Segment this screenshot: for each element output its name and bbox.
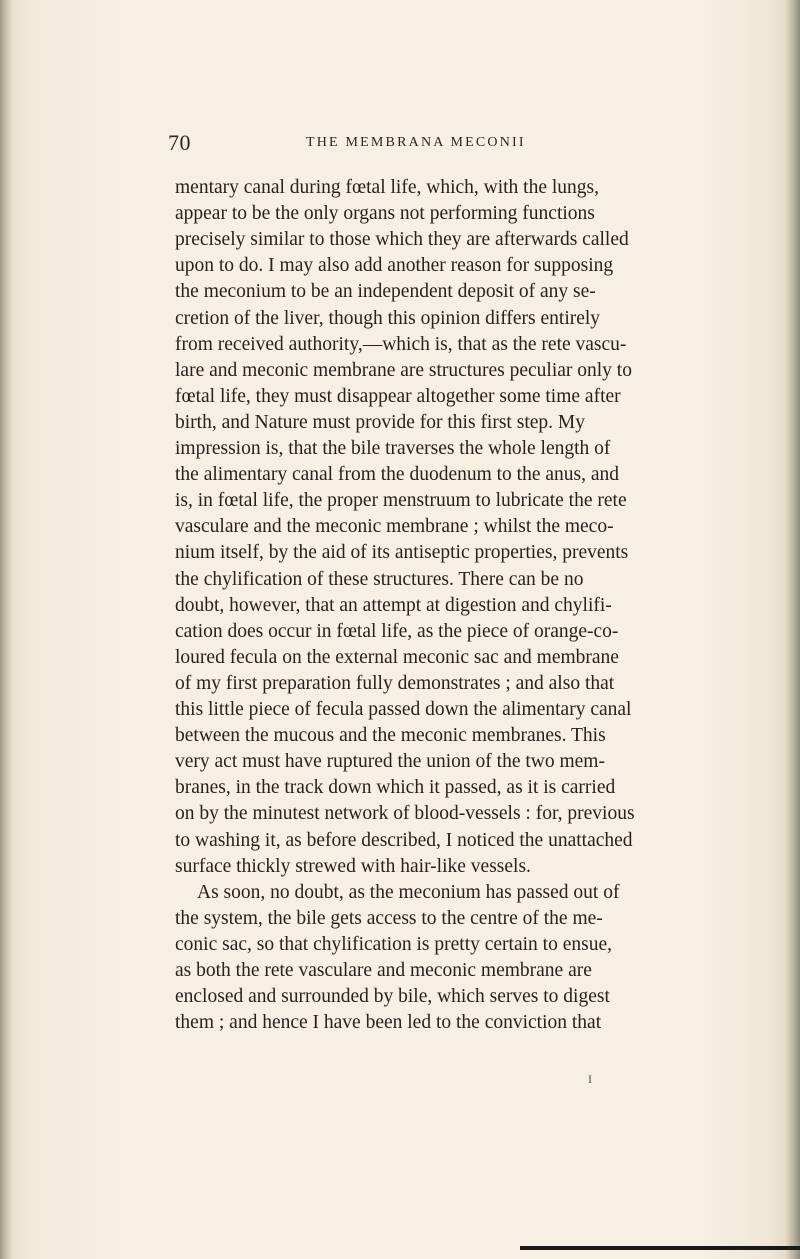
text-line: conic sac, so that chylification is pretty certain to ensue,: [175, 933, 612, 955]
text-line: branes, in the track down which it passed, as it is carried: [175, 777, 616, 799]
text-line: very act must have ruptured the union of the two mem-: [175, 751, 605, 773]
text-line: impression is, that the bile traverses the whole length of: [175, 438, 611, 459]
text-line: vasculare and the meconic membrane ; whilst the meco-: [175, 516, 614, 538]
page-header: THE MEMBRANA MECONII: [306, 135, 526, 150]
text-line: of my first preparation fully demonstrates ; and also that: [175, 672, 615, 694]
running-head: [168, 131, 788, 161]
text-line: nium itself, by the aid of its antiseptic properties, prevents: [175, 542, 629, 564]
text-line: as both the rete vasculare and meconic membrane are: [175, 960, 592, 981]
text-line: lare and meconic membrane are structures peculiar only to: [175, 359, 632, 381]
text-line: on by the minutest network of blood-vessels : for, previous: [175, 803, 635, 825]
text-line: surface thickly strewed with hair-like vessels.: [175, 855, 531, 877]
text-line: the system, the bile gets access to the centre of the me-: [175, 907, 603, 929]
text-line: appear to be the only organs not performing functions: [175, 203, 595, 225]
text-line: the alimentary canal from the duodenum to the anus, and: [175, 464, 620, 486]
text-line: mentary canal during fœtal life, which, with the lungs,: [175, 177, 600, 198]
page-right-edge: [786, 0, 800, 1259]
text-line: upon to do. I may also add another reason for supposing: [175, 255, 614, 277]
text-line: them ; and hence I have been led to the conviction that: [175, 1012, 602, 1034]
text-line: loured fecula on the external meconic sac and membrane: [175, 646, 619, 668]
text-line: doubt, however, that an attempt at digestion and chylifi-: [175, 594, 612, 616]
text-line: cation does occur in fœtal life, as the piece of orange-co-: [175, 620, 619, 642]
signature-mark: I: [588, 1072, 592, 1086]
text-line: birth, and Nature must provide for this first step. My: [175, 411, 585, 433]
text-line: the chylification of these structures. There can be no: [175, 568, 584, 590]
text-line: between the mucous and the meconic membranes. This: [175, 725, 606, 747]
text-line: to washing it, as before described, I noticed the unattached: [175, 829, 633, 851]
text-line: enclosed and surrounded by bile, which serves to digest: [175, 986, 610, 1008]
text-line: precisely similar to those which they are afterwards called: [175, 229, 629, 251]
text-line: cretion of the liver, though this opinion differs entirely: [175, 307, 601, 329]
bottom-rule: [520, 1246, 800, 1250]
text-line: the meconium to be an independent deposit of any se-: [175, 281, 596, 303]
text-line: As soon, no doubt, as the meconium has passed out of: [197, 881, 620, 903]
text-line: is, in fœtal life, the proper menstruum to lubricate the rete: [175, 490, 627, 512]
text-line: fœtal life, they must disappear altogether some time after: [175, 385, 621, 407]
page-left-edge: [0, 0, 12, 1259]
page-number: 70: [168, 130, 191, 155]
text-line: from received authority,—which is, that as the rete vascu-: [175, 333, 627, 355]
text-line: this little piece of fecula passed down the alimentary canal: [175, 699, 632, 720]
